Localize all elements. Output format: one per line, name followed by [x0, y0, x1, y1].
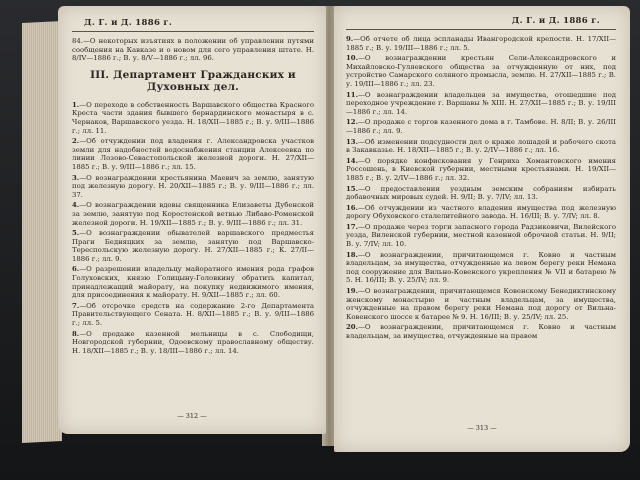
- entry-paragraph: [72, 137, 314, 171]
- entry-number: 7.: [72, 301, 80, 310]
- entry-number: 1.: [72, 100, 80, 109]
- right-entry-list: [346, 35, 616, 341]
- entry-text: —Об изменении подсудности дел о краже лошадей и рабочего скота в Закавказье. Н. 18/XII—1885 г.; В. у. 2/IV—1886 г.; лл. 16.: [346, 137, 616, 155]
- entry-text: —О разрешении владельцу майоратного имения рода графов Голуховских, князю Голицыну-Головкину обратить капитал, принадлежащий майорату, на покупку недвижимого имения, для присоединения к майорату. Н. 9/XII—1885 г.; лл. 60.: [72, 265, 314, 300]
- entry-paragraph: [72, 174, 314, 200]
- entry-text: —О вознаграждении крестьянина Маевич за землю, занятую под железную дорогу. Н. 20/XII—1885 г.; В. у. 9/III—1886 г.; лл. 37.: [72, 173, 314, 199]
- left-entry-list: [72, 101, 314, 356]
- entry-text: —О предоставлении уездным земским собраниям избирать добавочных мировых судей. Н. 9/II; В. у. 7/IV; лл. 13.: [346, 184, 616, 202]
- entry-paragraph: [346, 204, 616, 221]
- entry-paragraph: [72, 330, 314, 356]
- entry-text: —Об отчуждении под владения г. Александровска участков земли для надобностей водоснабжения станции Алексеевка по линии Лозово-Севастопольской железной дороги. Н. 27/XII—1885 г.; В. у. 9/III—1886 г.; лл. 15.: [72, 137, 314, 171]
- entry-text: —О продаже через торги запасного города Радзиковичи, Вилейского уезда, Виленской губернии, местной казенной оброчной статьи. Н. 9/II; В. у. 7/IV; лл. 10.: [346, 222, 616, 249]
- entry-number: 2.: [72, 137, 80, 146]
- entry-text: —О вознаграждении, причитающемся Ковенскому Бенедиктинскому женскому монастырю и частным владельцам, за имущества, отчужденные на правом берегу реки Немана под дорогу от Вильна-Ковенского шоссе к батарее № 9. Н. 16/III; В. у. 25/IV; лл. 25.: [346, 287, 616, 321]
- left-page-number: — 312 —: [177, 412, 207, 420]
- entry-paragraph: [72, 201, 314, 227]
- entry-text: —О вознаграждении, причитающемся г. Ковно и частным владельцам, за имущества, отчужденные на правом: [346, 323, 616, 340]
- entry-text: —Об отчуждении из частного владения имущества под железную дорогу Обуховского сталелитейного завода. Н. 16/III; В. у. 7/IV; лл. 8.: [346, 203, 616, 221]
- left-page: [58, 6, 326, 434]
- entry-number: 6.: [72, 265, 80, 274]
- entry-number: 12.: [346, 118, 358, 127]
- entry-text: —О вознаграждении владельцев за имущества, отошедшие под переходное учреждение г. Варшавы № XIII. Н. 27/XII—1885 г.; В. у. 19/III—1886 г.; лл. 14.: [346, 90, 616, 116]
- entry-paragraph: [346, 323, 616, 340]
- entry-text: —О вознаграждении вдовы священника Елизаветы Дубенской за землю, занятую под Коростенской ветвью Либаво-Роменской железной дороги. Н. 19/XII—1885 г.; В. у. 9/III—1886 г.; лл. 31.: [72, 201, 314, 227]
- right-page-content: [334, 6, 630, 341]
- entry-paragraph: [72, 101, 314, 135]
- entry-text: —О продаже с торгов казенного дома в г. Тамбове. Н. 8/II; В. у. 26/III—1886 г.; лл. 9.: [346, 118, 616, 135]
- entry-number: 4.: [72, 201, 80, 210]
- entry-paragraph: [72, 229, 314, 263]
- right-page-header: Д. Г. и Д. 1886 г.: [511, 16, 600, 26]
- entry-paragraph: [346, 118, 616, 135]
- entry-number: 3.: [72, 173, 80, 182]
- entry-text: —О порядке конфискования у Генриха Хомантовского имения Россошень, в Киевской губернии, местными крестьянами. Н. 19/XII—1885 г.; В. у. 2/IV—1886 г.; лл. 32.: [346, 156, 616, 182]
- entry-number: 10.: [346, 54, 358, 63]
- entry-paragraph: [346, 54, 616, 88]
- entry-number: 18.: [346, 250, 358, 259]
- section-title: III. Департамент Гражданских и Духовных дел.: [90, 68, 296, 93]
- entry-paragraph: [72, 302, 314, 328]
- intro-entry: 84.—О некоторых изъятиях в положении об управлении путями сообщения на Кавказе и о новом для сего управления штате. Н. 8/IV—1886 г.; В. у. 8/V—1886 г.; лл. 96.: [72, 37, 314, 63]
- entry-paragraph: [346, 287, 616, 321]
- entry-paragraph: [346, 223, 616, 249]
- entry-number: 15.: [346, 184, 358, 193]
- entry-paragraph: [346, 251, 616, 285]
- entry-number: 8.: [72, 329, 80, 338]
- entry-number: 11.: [346, 90, 358, 99]
- entry-number: 5.: [72, 229, 80, 238]
- entry-text: —О вознаграждении, причитающемся г. Ковно и частным владельцам, за имущества, отчужденные на левом берегу реки Немана под сооружение для Вильно-Ковенского укрепления № VII и батарею № 5. Н. 16/III; В. у. 25/IV; лл. 9.: [346, 250, 616, 285]
- right-header-rule: [346, 29, 616, 30]
- entry-number: 13.: [346, 137, 358, 146]
- entry-number: 14.: [346, 156, 358, 165]
- entry-number: 19.: [346, 287, 358, 296]
- entry-paragraph: [346, 185, 616, 202]
- entry-number: 20.: [346, 323, 358, 332]
- entry-paragraph: [346, 138, 616, 155]
- page-edges: [22, 21, 62, 443]
- entry-paragraph: [346, 35, 616, 52]
- right-page: [334, 6, 630, 452]
- entry-text: —Об отсрочке средств на содержание 2-го Департамента Правительствующего Сената. Н. 8/XII—1885 г.; В. у. 9/III—1886 г.; лл. 5.: [72, 301, 314, 328]
- entry-text: —О продаже казенной мельницы в с. Слободищи, Новгородской губернии, Одоевскому православному обществу. Н. 18/XII—1885 г.; В. у. 18/III—1886 г.; лл. 14.: [72, 329, 314, 355]
- entry-text: —О переходе в собственность Варшавского общества Красного Креста части здания бывшего бернардинского монастыря в с. Чернаков, Варшавского уезда. Н. 18/XII—1885 г.; В. у. 9/III—1886 г.; лл. 11.: [72, 100, 314, 135]
- entry-text: —Об отчете об лица эспланады Ивангородской крепости. Н. 17/XII—1885 г.; В. у. 19/III—1886 г.; лл. 5.: [346, 35, 616, 52]
- entry-paragraph: [346, 91, 616, 117]
- entry-paragraph: [346, 157, 616, 183]
- entry-number: 17.: [346, 222, 358, 231]
- left-page-content: [58, 6, 326, 355]
- entry-text: —О вознаграждении крестьян Сели-Александровского и Михайловско-Гуляевского общества за отчужденную от них, под устройство Самарского соляного промысла, землю. Н. 27/XII—1885 г.; В. у. 19/III—1886 г.; лл. 23.: [346, 54, 616, 88]
- right-page-number: — 313 —: [467, 424, 497, 432]
- left-header-rule: [72, 31, 314, 32]
- entry-text: —О вознаграждении обывателей варшавского предместья Праги Бедняцких за землю, занятую под Варшавско-Тереспольскую железную дорогу. Н. 27/XII—1885 г.; К. 27/II—1886 г.; лл. 9.: [72, 229, 314, 263]
- entry-number: 16.: [346, 203, 358, 212]
- entry-number: 9.: [346, 35, 354, 43]
- left-page-header: Д. Г. и Д. 1886 г.: [84, 18, 173, 28]
- entry-paragraph: [72, 265, 314, 299]
